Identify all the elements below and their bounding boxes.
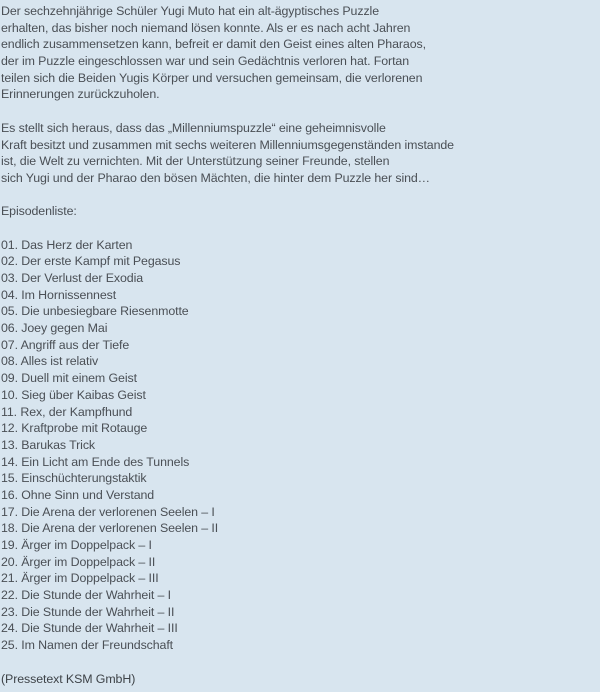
episode-item: 05. Die unbesiegbare Riesenmotte [1, 304, 189, 319]
episode-item: 18. Die Arena der verlorenen Seelen – II [1, 521, 219, 536]
episode-item: 09. Duell mit einem Geist [1, 371, 137, 386]
text-line: der im Puzzle eingeschlossen war und sein Gedächtnis verloren hat. Fortan [1, 54, 410, 69]
text-line: erhalten, das bisher noch niemand lösen konnte. Als er es nach acht Jahren [1, 20, 411, 35]
episode-item: 03. Der Verlust der Exodia [1, 271, 144, 285]
episode-item: 12. Kraftprobe mit Rotauge [1, 421, 148, 436]
press-text [1, 3, 600, 687]
episode-item: 02. Der erste Kampf mit Pegasus [1, 254, 181, 269]
episode-item: 24. Die Stunde der Wahrheit – III [1, 621, 178, 636]
paragraph-spacer [1, 220, 600, 237]
episode-item: 15. Einschüchterungstaktik [1, 471, 147, 486]
text-line: Kraft besitzt und zusammen mit sechs weiteren Millenniumsgegenständen imstande [1, 137, 454, 152]
episode-item: 22. Die Stunde der Wahrheit – I [1, 588, 172, 603]
episode-list-heading: Episodenliste: [1, 204, 77, 219]
episode-item: 08. Alles ist relativ [1, 354, 99, 369]
episode-item: 07. Angriff aus der Tiefe [1, 337, 130, 352]
episode-item: 25. Im Namen der Freundschaft [1, 638, 174, 653]
description-paragraph-1 [1, 3, 600, 103]
text-line: Erinnerungen zurückzuholen. [1, 87, 160, 102]
text-line: sich Yugi und der Pharao den bösen Mächten, die hinter dem Puzzle her sind… [1, 170, 430, 185]
paragraph-spacer [1, 103, 600, 120]
text-line: ist, die Welt zu vernichten. Mit der Unterstützung seiner Freunde, stellen [1, 154, 390, 169]
text-line: Es stellt sich heraus, dass das „Millenniumspuzzle“ eine geheimnisvolle [1, 120, 386, 135]
episode-item: 06. Joey gegen Mai [1, 321, 108, 336]
paragraph-spacer [1, 187, 600, 204]
episode-list [1, 237, 600, 654]
text-line: Der sechzehnjährige Schüler Yugi Muto hat ein alt-ägyptisches Puzzle [1, 4, 379, 18]
episode-item: 16. Ohne Sinn und Verstand [1, 487, 155, 502]
episode-item: 13. Barukas Trick [1, 437, 96, 452]
text-line: teilen sich die Beiden Yugis Körper und versuchen gemeinsam, die verlorenen [1, 70, 423, 85]
source-credit: (Pressetext KSM GmbH) [1, 671, 136, 686]
text-line: endlich zusammensetzen kann, befreit er damit den Geist eines alten Pharaos, [1, 37, 426, 52]
episode-item: 04. Im Hornissennest [1, 287, 117, 302]
episode-item: 17. Die Arena der verlorenen Seelen – I [1, 504, 215, 519]
episode-item: 19. Ärger im Doppelpack – I [1, 538, 152, 552]
paragraph-spacer [1, 654, 600, 671]
episode-item: 14. Ein Licht am Ende des Tunnels [1, 454, 190, 469]
episode-item: 20. Ärger im Doppelpack – II [1, 554, 156, 569]
description-paragraph-2 [1, 120, 600, 187]
episode-item: 01. Das Herz der Karten [1, 237, 133, 252]
episode-item: 23. Die Stunde der Wahrheit – II [1, 604, 175, 619]
episode-item: 21. Ärger im Doppelpack – III [1, 571, 159, 586]
episode-item: 11. Rex, der Kampfhund [1, 404, 133, 419]
episode-item: 10. Sieg über Kaibas Geist [1, 387, 146, 402]
